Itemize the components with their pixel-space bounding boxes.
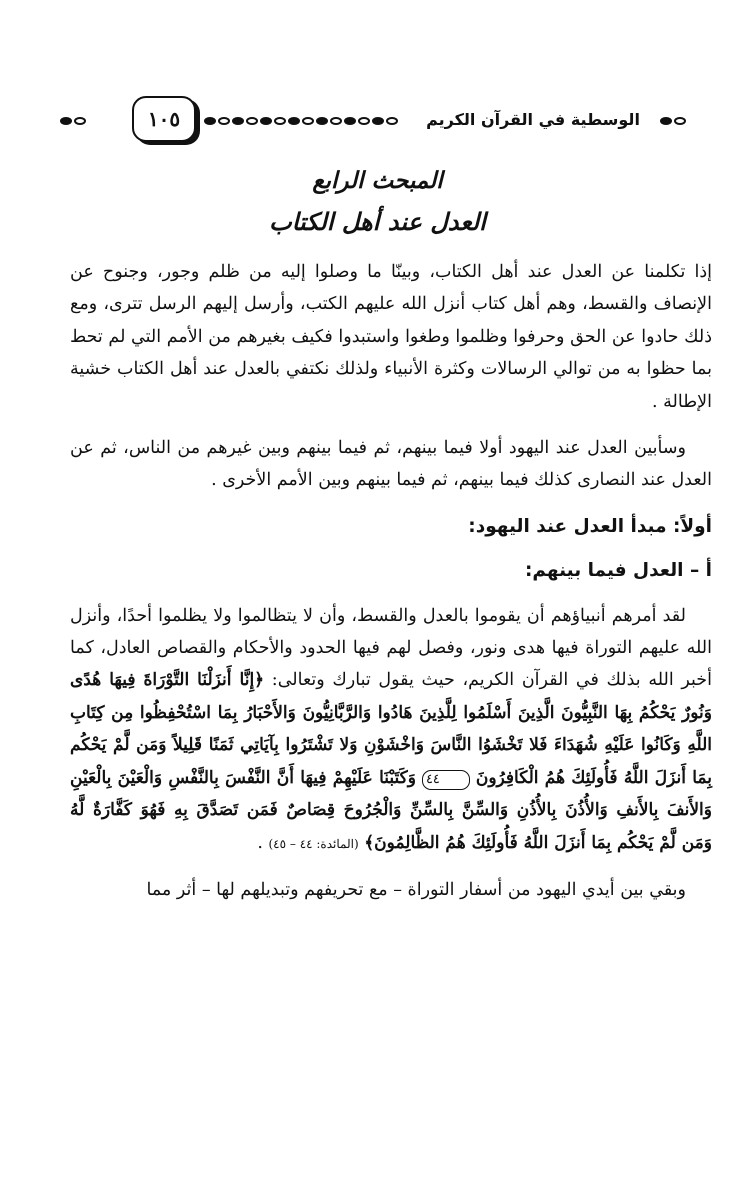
paragraph-3-end: .: [257, 832, 269, 853]
paragraph-3-intro: لقد أمرهم أنبياؤهم أن يقوموا بالعدل والقسط، وأن لا يتظالموا ولا يظلموا أحدًا، وأنزل الله عليهم التوراة فيها هدى ونور، وفصل لهم فيها الحدود والأحكام والقصاص العادل، كما أخبر الله بذلك في القرآن الكريم، حيث يقول تبارك وتعالى:: [70, 605, 712, 691]
heading-jews-justice: أولاً: مبدأ العدل عند اليهود:: [468, 515, 712, 537]
section-title: المبحث الرابع: [312, 168, 443, 194]
header-ornament-right: [660, 114, 686, 128]
header-ornament-middle: [204, 114, 398, 128]
paragraph-2: وسأبين العدل عند اليهود أولا فيما بينهم، ثم فيما بينهم وبين غيرهم من الناس، ثم عن العدل عند النصارى كذلك فيما بينهم، ثم فيما بينهم وبين الأمم الأخرى .: [70, 438, 712, 491]
verse-reference: (المائدة: ٤٤ – ٤٥): [268, 836, 359, 851]
quran-verse-44: ﴿إِنَّا أَنزَلْنَا التَّوْرَاةَ فِيهَا هُدًى وَنُورٌ يَحْكُمُ بِهَا النَّبِيُّونَ الَّذِينَ أَسْلَمُوا لِلَّذِينَ هَادُوا وَالرَّبَّانِيُّونَ وَالأَحْبَارُ بِمَا اسْتُحْفِظُوا مِن كِتَابِ اللَّهِ وَكَانُوا عَلَيْهِ شُهَدَاءَ فَلا تَخْشَوُا النَّاسَ وَاخْشَوْنِ وَلا تَشْتَرُوا بِآيَاتِي ثَمَنًا قَلِيلاً وَمَن لَّمْ يَحْكُم بِمَا أَنزَلَ اللَّهُ فَأُولَئِكَ هُمُ الْكَافِرُونَ: [70, 670, 712, 788]
paragraph-3: [70, 600, 712, 860]
running-header: [60, 96, 708, 148]
page-number: ١٠٥: [132, 96, 196, 142]
body-text: [70, 256, 712, 920]
paragraph-4: وبقي بين أيدي اليهود من أسفار التوراة – مع تحريفهم وتبديلهم لها – أثر مما: [146, 879, 686, 900]
quran-verse-45: وَكَتَبْنَا عَلَيْهِمْ فِيهَا أَنَّ النَّفْسَ بِالنَّفْسِ وَالْعَيْنَ بِالْعَيْنِ وَالأَنفَ بِالأَنفِ وَالأُذُنَ بِالأُذُنِ وَالسِّنَّ بِالسِّنِّ وَالْجُرُوحَ قِصَاصٌ فَمَن تَصَدَّقَ بِهِ فَهُوَ كَفَّارَةٌ لَّهُ وَمَن لَّمْ يَحْكُم بِمَا أَنزَلَ اللَّهُ فَأُولَئِكَ هُمُ الظَّالِمُونَ﴾: [70, 767, 712, 853]
paragraph-1: إذا تكلمنا عن العدل عند أهل الكتاب، وبينّا ما وصلوا إليه من ظلم وجور، وجنوح عن الإنصاف والقسط، وهم أهل كتاب أنزل الله عليهم الكتب، وأرسل إليهم الرسل تترى، ومع ذلك حادوا عن الحق وحرفوا وظلموا وطغوا واستبدوا فكيف بغيرهم من الأمم التي لم تحط بما حظوا به من توالي الرسالات وكثرة الأنبياء ولذلك نكتفي بالعدل عند أهل الكتاب خشية الإطالة .: [70, 262, 712, 412]
section-subtitle: العدل عند أهل الكتاب: [269, 208, 486, 236]
ayah-number-44: ٤٤: [422, 770, 470, 790]
heading-among-themselves: أ – العدل فيما بينهم:: [524, 560, 712, 582]
header-ornament-left: [60, 114, 86, 128]
running-title: الوسطية في القرآن الكريم: [426, 110, 640, 129]
